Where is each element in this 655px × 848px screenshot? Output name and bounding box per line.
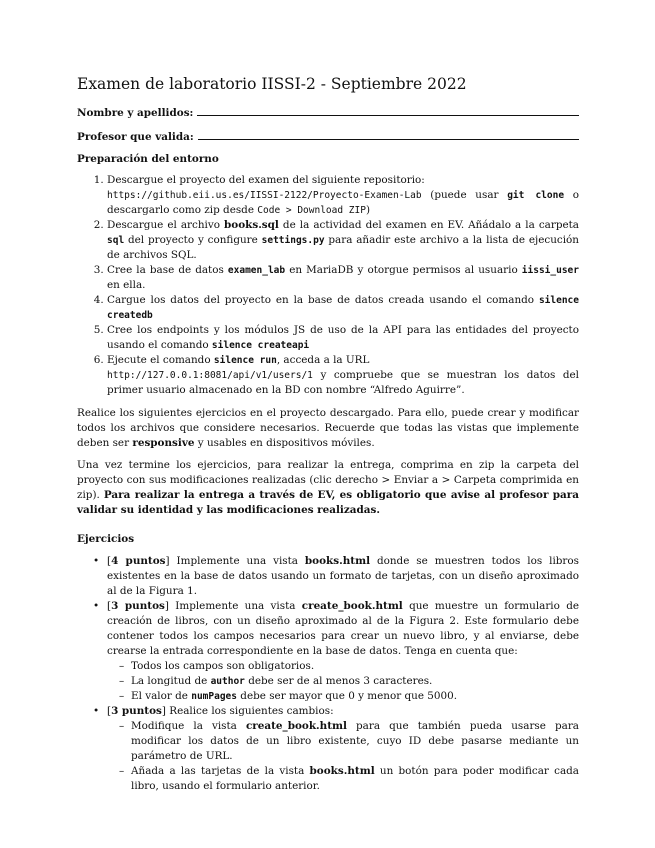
setup-heading: Preparación del entorno [77,153,219,165]
exercise-list [77,554,579,794]
step6-text-b: , acceda a la URL [276,354,370,366]
setup-step-5 [107,323,579,353]
setup-step-3 [107,263,579,293]
step1-text-a: Descargue el proyecto del examen del siguiente repositorio: [107,174,425,186]
ex3-points: 3 puntos [111,705,162,717]
ex2-s2-text-b: debe ser de al menos 3 caracteres. [244,675,433,687]
ex3-text-a: Realice los siguientes cambios: [165,705,334,717]
ex2-text-b: que muestre un formulario de creación de libros, con un diseño aproximado al de la Figura 2. Este formulario debe contener todos los campos necesarios para crear un nuevo libro, y al enviarse, debe crearse la entrada correspondiente en la base de datos. Tenga en cuenta que: [107,600,579,657]
books-sql-file: books.sql [224,219,279,231]
teacher-field [77,128,579,145]
exam-title: Examen de laboratorio IISSI-2 - Septiembre 2022 [77,75,467,93]
exercises-heading: Ejercicios [77,533,135,545]
exercise-2: • [3 puntos] Implemente una vista create_book.html que muestre un formulario de creación de libros, con un diseño aproximado al de la Figura 2. Este formulario debe contener todos los campos necesarios para crear un nuevo libro, y al enviarse, debe crearse la entrada correspondiente en la base de datos. Tenga en cuenta que: – Todos los campos son obligatorios. – La longitud de author debe ser de al menos 3 caracteres. – El valor de numPages debe ser mayor que 0 y menor que 5000. [107,599,579,704]
para1-text-b: y usables en dispositivos móviles. [194,437,375,449]
submission-paragraph [77,458,579,518]
numpages-code: numPages [191,691,237,702]
run-command: silence run [213,355,277,366]
name-label: Nombre y apellidos: [77,107,194,119]
step1-text-b: (puede usar [421,189,508,201]
step3-text-c: en ella. [107,279,146,291]
api-url: http://127.0.0.1:8081/api/v1/users/1 [107,370,313,381]
teacher-blank-line [198,128,579,140]
ex3-s2-text-b: un botón para poder modificar cada libro, usando el formulario anterior. [131,765,579,792]
db-name-code: examen_lab [227,265,286,276]
step5-text-a: Cree los endpoints y los módulos JS de uso de la API para las entidades del proyecto usando el comando [107,324,579,351]
createapi-command: silence createapi [211,340,310,351]
step6-text-c: y compruebe que se muestran los datos del primer usuario almacenado en la BD con nombre “Alfredo Aguirre”. [107,369,579,396]
ex3-s2-file: books.html [309,765,375,777]
para2-text-a: Una vez termine los ejercicios, para realizar la entrega, comprima en zip la carpeta del proyecto con sus modificaciones realizadas (clic derecho > Enviar a > Carpeta comprimida en zip). [77,459,579,501]
setup-step-2 [107,218,579,263]
submission-bold: Para realizar la entrega a través de EV, es obligatorio que avise al profesor para validar su identidad y las modificaciones realizadas. [77,489,579,516]
setup-step-1 [107,173,579,218]
name-field [77,104,579,121]
step2-text-c: del proyecto y configure [124,234,262,246]
ex2-text-a: Implemente una vista [168,600,302,612]
step3-text-a: Cree la base de datos [107,264,228,276]
name-blank-line [197,104,579,116]
ex2-s2-text-a: La longitud de [131,675,211,687]
ex3-subitem-1 [131,719,579,764]
ex3-s1-text-a: Modifique la vista [131,720,246,732]
step3-text-b: en MariaDB y otorgue permisos al usuario [285,264,522,276]
ex2-subitem-1: – Todos los campos son obligatorios. [131,659,579,674]
step1-text-c: o descargarlo como zip desde [107,189,580,216]
ex2-points: 3 puntos [111,600,165,612]
ex2-subitems [107,659,579,704]
step4-text-a: Cargue los datos del proyecto en la base de datos creada usando el comando [107,294,539,306]
ex3-subitems [107,719,579,794]
author-code: author [210,676,245,687]
teacher-label: Profesor que valida: [77,131,194,143]
download-zip-code: Code > Download ZIP [257,205,366,216]
setup-steps [77,173,579,398]
para1-text-a: Realice los siguientes ejercicios en el proyecto descargado. Para ello, puede crear y modificar todos los archivos que considere necesarios. Recuerde que todas las vistas que implemente deben ser [77,407,579,449]
step2-text-d: para añadir este archivo a la lista de ejecución de archivos SQL. [107,234,580,261]
ex1-file: books.html [304,555,371,567]
step2-text-b: de la actividad del examen en EV. Añádalo a la carpeta [278,219,579,231]
setup-step-6 [107,353,579,398]
exercise-3: • [3 puntos] Realice los siguientes cambios: – Modifique la vista create_book.html para que también pueda usarse para modificar los datos de un libro existente, cuyo ID debe pasarse mediante un parámetro de URL. – Añada a las tarjetas de la vista books.html un botón para poder modificar cada libro, usando el formulario anterior. [107,704,579,794]
ex2-s3-text-b: debe ser mayor que 0 y menor que 5000. [237,690,458,702]
ex3-s1-file: create_book.html [245,720,347,732]
settings-py-code: settings.py [261,235,325,246]
ex1-text-a: Implemente una vista [169,555,305,567]
sql-folder-code: sql [107,235,125,246]
ex1-text-b: donde se muestren todos los libros existentes en la base de datos usando un formato de tarjetas, con un diseño aproximado al de la Figura 1. [107,555,579,597]
ex2-file: create_book.html [301,600,403,612]
exercise-1: • [4 puntos] Implemente una vista books.html donde se muestren todos los libros existentes en la base de datos usando un formato de tarjetas, con un diseño aproximado al de la Figura 1. [107,554,579,599]
ex2-subitem-3 [131,689,579,704]
step2-text-a: Descargue el archivo [107,219,225,231]
ex2-subitem-2 [131,674,579,689]
setup-step-4 [107,293,579,323]
step1-text-d: ) [365,204,371,216]
ex3-s2-text-a: Añada a las tarjetas de la vista [131,765,310,777]
createdb-command: silence createdb [107,295,579,321]
ex3-subitem-2 [131,764,579,794]
ex3-s1-text-b: para que también pueda usarse para modificar los datos de un libro existente, cuyo ID debe pasarse mediante un parámetro de URL. [131,720,579,762]
repo-url: https://github.eii.us.es/IISSI-2122/Proyecto-Examen-Lab [107,190,422,201]
step6-text-a: Ejecute el comando [107,354,214,366]
ex1-points: 4 puntos [111,555,166,567]
instructions-paragraph [77,406,579,451]
db-user-code: iissi_user [521,265,579,276]
git-clone-code: git clone [507,190,565,201]
ex2-s3-text-a: El valor de [131,690,192,702]
responsive-bold: responsive [132,437,195,449]
